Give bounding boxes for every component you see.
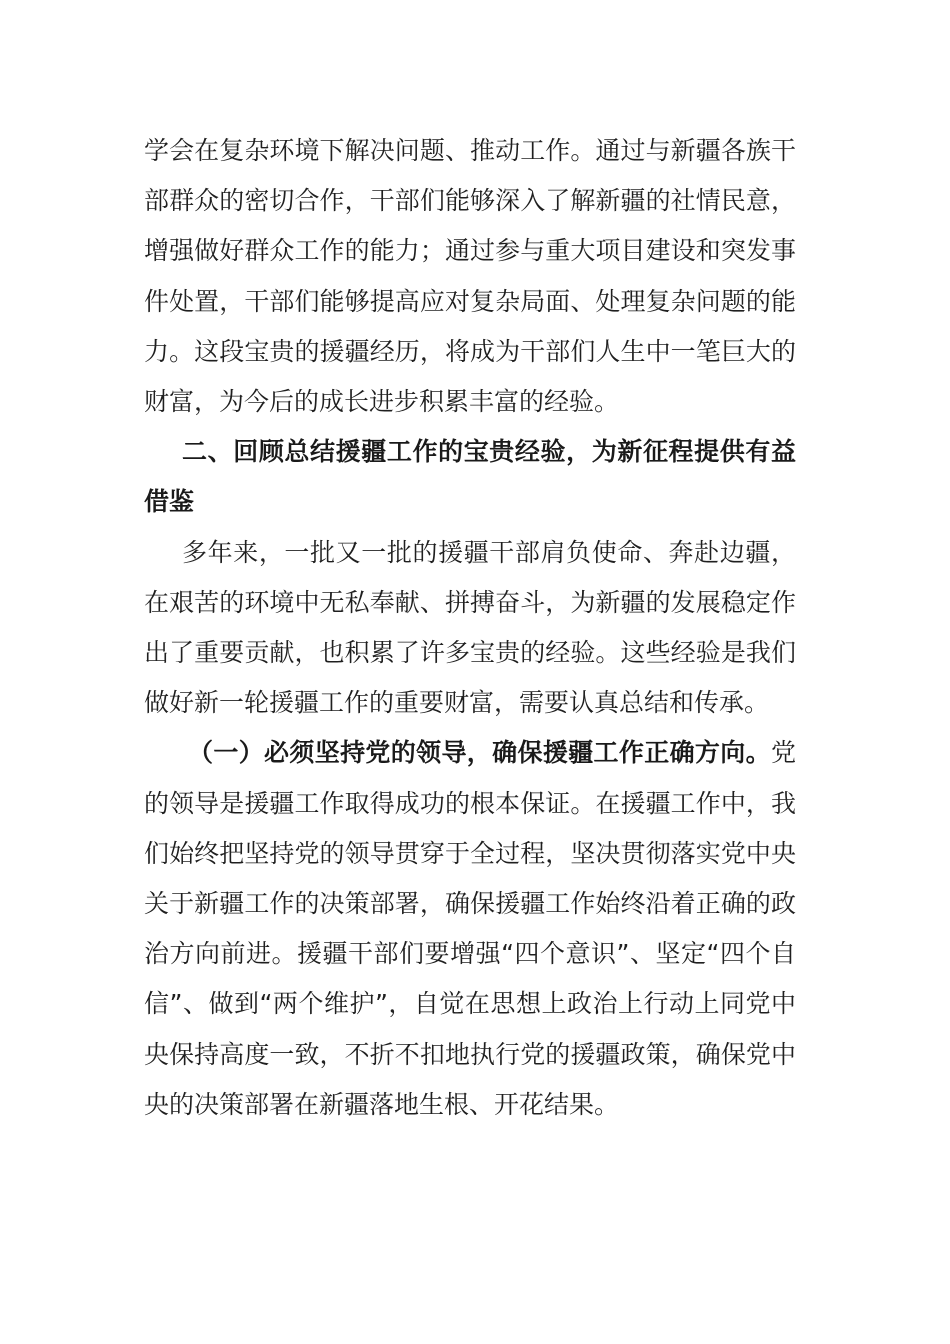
subsection-lead: （一）必须坚持党的领导，确保援疆工作正确方向。 — [188, 738, 771, 768]
paragraph-continuation: 学会在复杂环境下解决问题、推动工作。通过与新疆各族干部群众的密切合作，干部们能够深入了解新疆的社情民意，增强做好群众工作的能力；通过参与重大项目建设和突发事件处置，干部们能够提高应对复杂局面、处理复杂问题的能力。这段宝贵的援疆经历，将成为干部们人生中一笔巨大的财富，为今后的成长进步积累丰富的经验。 — [144, 136, 796, 417]
subsection-body: 党的领导是援疆工作取得成功的根本保证。在援疆工作中，我们始终把坚持党的领导贯穿于全过程，坚决贯彻落实党中央关于新疆工作的决策部署，确保援疆工作始终沿着正确的政治方向前进。援疆干部们要增强“四个意识”、坚定“四个自信”、做到“两个维护”，自觉在思想上政治上行动上同党中央保持高度一致，不折不扣地执行党的援疆政策，确保党中央的决策部署在新疆落地生根、开花结果。 — [144, 738, 796, 1119]
document-body — [144, 126, 796, 1130]
paragraph-intro: 多年来，一批又一批的援疆干部肩负使命、奔赴边疆，在艰苦的环境中无私奉献、拼搏奋斗，为新疆的发展稳定作出了重要贡献，也积累了许多宝贵的经验。这些经验是我们做好新一轮援疆工作的重要财富，需要认真总结和传承。 — [144, 537, 796, 718]
paragraph-subsection-one — [144, 728, 796, 1130]
section-heading: 二、回顾总结援疆工作的宝贵经验，为新征程提供有益借鉴 — [144, 437, 796, 517]
